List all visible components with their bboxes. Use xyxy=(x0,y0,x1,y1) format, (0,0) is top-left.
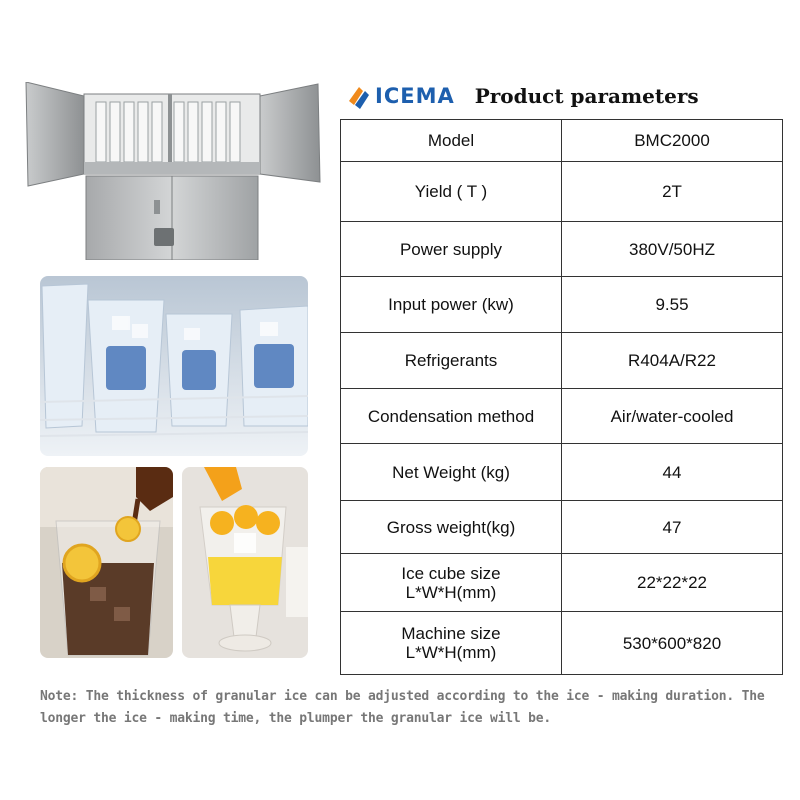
param-value: Air/water-cooled xyxy=(562,389,783,444)
table-row xyxy=(341,444,783,501)
param-label: Yield ( T ) xyxy=(341,162,562,222)
table-row xyxy=(341,612,783,675)
param-value: 530*600*820 xyxy=(562,612,783,675)
brand-name: ICEMA xyxy=(375,84,455,108)
footnote: Note: The thickness of granular ice can be adjusted according to the ice - making duration. The longer the ice - making time, the plumper the granular ice will be. xyxy=(40,689,765,726)
param-value: BMC2000 xyxy=(562,120,783,162)
param-label xyxy=(341,554,562,612)
iced-cola-photo xyxy=(40,467,173,658)
param-label-main: Machine size xyxy=(401,624,501,643)
table-row xyxy=(341,501,783,554)
ice-cups-photo xyxy=(40,276,308,456)
table-row xyxy=(341,554,783,612)
param-label: Power supply xyxy=(341,222,562,277)
param-value: 9.55 xyxy=(562,277,783,333)
icema-logo-icon xyxy=(345,83,371,109)
table-row xyxy=(341,222,783,277)
table-row xyxy=(341,389,783,444)
product-parameters-table xyxy=(340,119,783,675)
brand-header xyxy=(345,80,765,112)
param-label: Model xyxy=(341,120,562,162)
param-label-main: Ice cube size xyxy=(401,563,501,583)
param-label: Net Weight (kg) xyxy=(341,444,562,501)
ice-machine-photo xyxy=(22,82,322,260)
page-title: Product parameters xyxy=(474,84,699,108)
table-row xyxy=(341,333,783,389)
param-value: 380V/50HZ xyxy=(562,222,783,277)
param-label xyxy=(341,612,562,675)
param-value: 22*22*22 xyxy=(562,554,783,612)
param-value: 47 xyxy=(562,501,783,554)
param-value: 2T xyxy=(562,162,783,222)
table-row xyxy=(341,277,783,333)
param-value: 44 xyxy=(562,444,783,501)
param-label: Refrigerants xyxy=(341,333,562,389)
param-label-sub: L*W*H(mm) xyxy=(405,582,497,602)
param-label-sub: L*W*H(mm) xyxy=(405,643,497,662)
table-row xyxy=(341,162,783,222)
iced-juice-photo xyxy=(182,467,308,658)
param-label: Input power (kw) xyxy=(341,277,562,333)
table-row xyxy=(341,120,783,162)
param-label: Gross weight(kg) xyxy=(341,501,562,554)
param-value: R404A/R22 xyxy=(562,333,783,389)
param-label: Condensation method xyxy=(341,389,562,444)
